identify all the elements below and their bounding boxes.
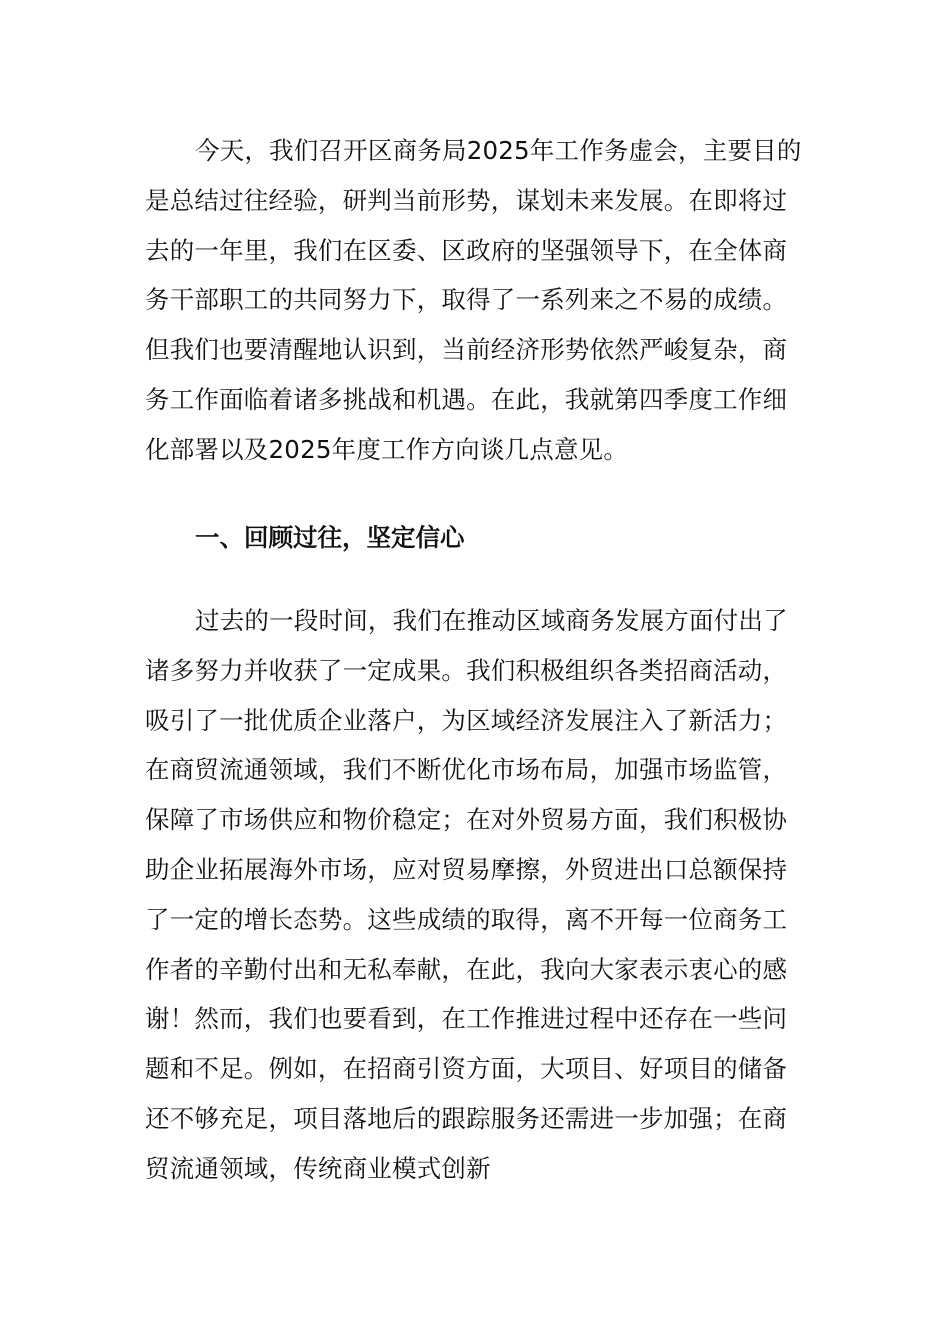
review-paragraph: 过去的一段时间，我们在推动区域商务发展方面付出了诸多努力并收获了一定成果。我们积极组织各类招商活动，吸引了一批优质企业落户，为区域经济发展注入了新活力；在商贸流通领域，我们不断优化市场布局，加强市场监管，保障了市场供应和物价稳定；在对外贸易方面，我们积极协助企业拓展海外市场，应对贸易摩擦，外贸进出口总额保持了一定的增长态势。这些成绩的取得，离不开每一位商务工作者的辛勤付出和无私奉献，在此，我向大家表示衷心的感谢！然而，我们也要看到，在工作推进过程中还存在一些问题和不足。例如，在招商引资方面，大项目、好项目的储备还不够充足，项目落地后的跟踪服务还需进一步加强；在商贸流通领域，传统商业模式创新 [145, 606, 788, 1183]
section-heading: 一、回顾过往，坚定信心 [195, 523, 465, 552]
intro-paragraph: 今天，我们召开区商务局2025年工作务虚会，主要目的是总结过往经验，研判当前形势，谋划未来发展。在即将过去的一年里，我们在区委、区政府的坚强领导下，在全体商务干部职工的共同努力下，取得了一系列来之不易的成绩。但我们也要清醒地认识到，当前经济形势依然严峻复杂，商务工作面临着诸多挑战和机遇。在此，我就第四季度工作细化部署以及2025年度工作方向谈几点意见。 [145, 136, 802, 464]
